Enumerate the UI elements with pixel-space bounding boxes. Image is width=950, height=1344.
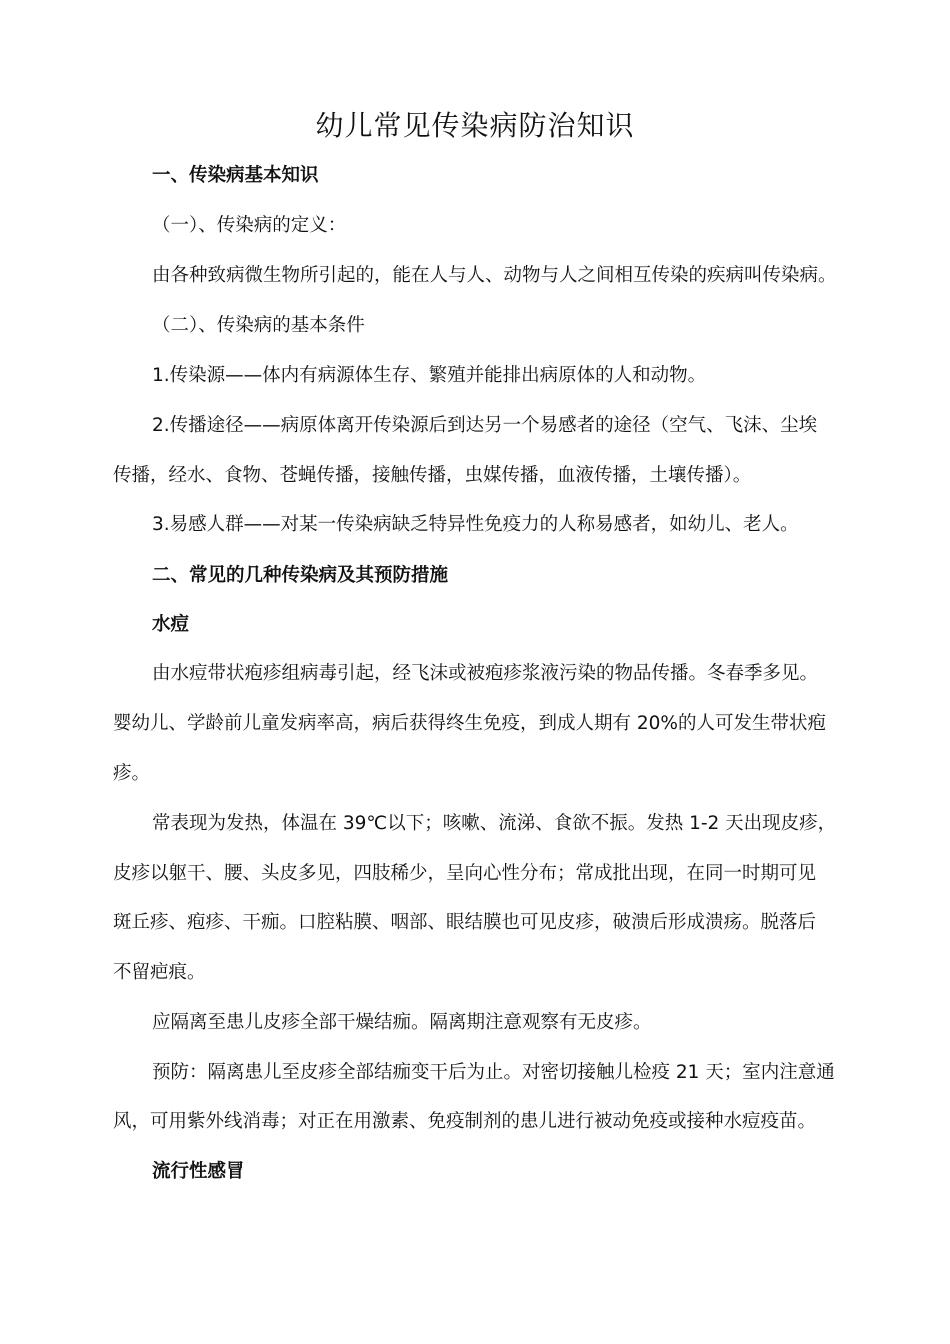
varicella-paragraph-2-line-2: 皮疹以躯干、腰、头皮多见，四肢稀少，呈向心性分布；常成批出现，在同一时期可见 (113, 863, 817, 884)
varicella-paragraph-2-line-4: 不留疤痕。 (113, 962, 206, 983)
varicella-paragraph-1-line-3: 疹。 (113, 763, 151, 784)
varicella-isolation-paragraph: 应隔离至患儿皮疹全部干燥结痂。隔离期注意观察有无皮疹。 (152, 1012, 652, 1033)
varicella-heading: 水痘 (152, 614, 190, 635)
varicella-paragraph-1-line-1: 由水痘带状疱疹组病毒引起，经飞沫或被疱疹浆液污染的物品传播。冬春季多见。 (152, 663, 819, 684)
subsection-definition-heading: （一）、传染病的定义： (152, 215, 347, 236)
influenza-heading: 流行性感冒 (152, 1161, 245, 1182)
varicella-paragraph-1-line-2: 婴幼儿、学龄前儿童发病率高，病后获得终生免疫，到成人期有 20%的人可发生带状疱 (113, 713, 827, 734)
definition-paragraph: 由各种致病微生物所引起的，能在人与人、动物与人之间相互传染的疾病叫传染病。 (152, 265, 837, 286)
condition-item-1: 1.传染源——体内有病源体生存、繁殖并能排出病原体的人和动物。 (152, 365, 707, 386)
document-title: 幼儿常见传染病防治知识 (315, 109, 635, 142)
varicella-paragraph-2-line-1: 常表现为发热，体温在 39℃以下；咳嗽、流涕、食欲不振。发热 1-2 天出现皮疹， (152, 813, 837, 834)
varicella-paragraph-2-line-3: 斑丘疹、疱疹、干痂。口腔粘膜、咽部、眼结膜也可见皮疹，破溃后形成溃疡。脱落后 (113, 912, 817, 933)
section-1-heading: 一、传染病基本知识 (152, 165, 319, 186)
varicella-prevention-line-1: 预防：隔离患儿至皮疹全部结痂变干后为止。对密切接触儿检疫 21 天；室内注意通 (152, 1062, 835, 1083)
condition-item-2-line-2: 传播，经水、食物、苍蝇传播，接触传播，虫媒传播，血液传播，土壤传播）。 (113, 465, 752, 486)
subsection-conditions-heading: （二）、传染病的基本条件 (152, 315, 365, 336)
section-2-heading: 二、常见的几种传染病及其预防措施 (152, 565, 449, 586)
condition-item-2-line-1: 2.传播途径——病原体离开传染源后到达另一个易感者的途径（空气、飞沫、尘埃 (152, 415, 818, 436)
varicella-prevention-line-2: 风，可用紫外线消毒；对正在用激素、免疫制剂的患儿进行被动免疫或接种水痘疫苗。 (113, 1111, 817, 1132)
condition-item-3: 3.易感人群——对某一传染病缺乏特异性免疫力的人称易感者，如幼儿、老人。 (152, 514, 799, 535)
